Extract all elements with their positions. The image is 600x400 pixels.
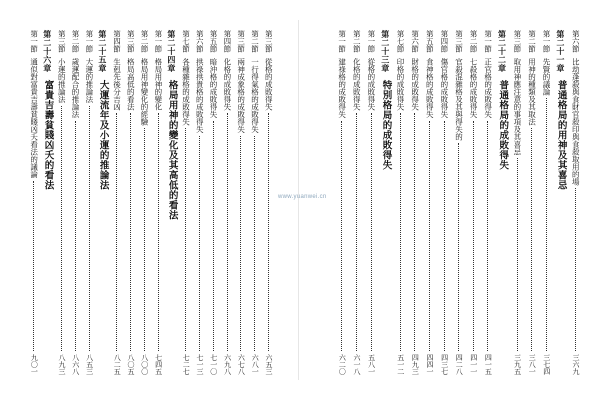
section-label: 第七節	[396, 30, 406, 53]
dot-leader	[531, 128, 532, 351]
page-number: 八〇五	[127, 354, 135, 375]
section-label: 第三節	[126, 30, 136, 53]
page-number: 七四五	[154, 354, 163, 375]
dot-leader	[517, 158, 518, 351]
section-title: 格局用神變化的經驗	[140, 57, 150, 125]
chapter-title: 大運流年及小運的推論法	[97, 79, 109, 190]
page-number: 八五三	[85, 354, 94, 375]
dot-leader	[116, 113, 117, 351]
right-section-column	[568, 30, 583, 375]
right-section-column	[393, 30, 408, 375]
right-section-column	[510, 30, 525, 375]
watermark: www.yuanwei.cn	[278, 194, 327, 200]
section-title: 傷官格的成敗得失	[439, 57, 449, 118]
section-title: 財格的成敗得失	[410, 57, 420, 110]
dot-leader	[414, 113, 415, 351]
dot-leader	[75, 121, 76, 352]
right-section-column	[451, 30, 466, 375]
section-label: 第三節	[512, 30, 522, 53]
page-number: 四四一	[426, 354, 434, 375]
right-page	[300, 0, 600, 400]
section-title: 各種雜格的成敗得失	[181, 57, 191, 125]
right-section-column	[364, 30, 379, 375]
chapter-title: 普通格局的用神及其喜忌	[555, 79, 567, 190]
left-section-column	[151, 30, 166, 375]
section-title: 兩神成象格的成敗得失	[236, 57, 246, 133]
dot-leader	[575, 188, 576, 351]
section-label: 第三節	[264, 30, 274, 53]
left-chapter-column	[40, 30, 55, 375]
left-section-column	[233, 30, 248, 375]
section-title: 化格的成敗得失	[222, 57, 232, 110]
left-section-column	[26, 30, 41, 375]
section-label: 第一節	[84, 30, 94, 53]
section-label: 第六節	[195, 30, 205, 53]
page-number: 七一〇	[209, 354, 218, 375]
section-title: 從格的成敗得失	[264, 57, 274, 110]
page-number: 四九三	[411, 354, 420, 375]
right-section-column	[349, 30, 364, 375]
page-number: 三八一	[528, 354, 537, 375]
section-title: 生剋先後分吉凶	[112, 57, 122, 110]
dot-leader	[213, 121, 214, 352]
section-title: 食神格的成敗得失	[425, 57, 435, 118]
dot-leader	[89, 106, 90, 352]
page-number: 六五三	[265, 354, 273, 375]
section-label: 第二節	[469, 30, 479, 53]
right-chapter-column	[378, 30, 393, 375]
right-section-column	[524, 30, 539, 375]
dot-leader	[240, 136, 241, 352]
left-section-column	[192, 30, 207, 375]
page-number: 七一三	[196, 354, 204, 375]
section-label: 第二節	[71, 30, 81, 53]
page-number: 六八一	[251, 354, 260, 375]
section-label: 第一節	[542, 30, 552, 53]
section-label: 第二節	[250, 30, 260, 53]
section-title: 一行得氣格的成敗得失	[250, 57, 260, 133]
right-section-column	[407, 30, 422, 375]
section-title: 歲運配合的推論法	[71, 57, 81, 118]
page-number: 三九五	[513, 354, 522, 375]
section-title: 官殺混雜格及其與得失的	[454, 57, 464, 140]
page-number: 四二八	[455, 354, 464, 375]
chapter-label: 第二十六章	[42, 30, 53, 73]
section-title: 先賢的議論	[542, 57, 552, 95]
dot-leader	[144, 128, 145, 351]
section-label: 第五節	[425, 30, 435, 53]
left-section-column	[206, 30, 221, 375]
dot-leader	[227, 113, 228, 351]
section-label: 第七節	[181, 30, 191, 53]
left-section-column	[123, 30, 138, 375]
page-number: 八二五	[113, 354, 122, 375]
section-title: 格局高低的看法	[126, 57, 136, 110]
section-label: 第四節	[439, 30, 449, 53]
chapter-label: 第二十四章	[166, 30, 177, 73]
section-label: 第六節	[410, 30, 420, 53]
section-label: 第三節	[454, 30, 464, 53]
page-number: 三七四	[542, 354, 551, 375]
chapter-title: 格局用神的變化及其高低的看法	[166, 79, 178, 220]
dot-leader	[487, 121, 488, 352]
page-number: 四三七	[440, 354, 449, 375]
section-title: 拱祿拱貴格的成敗得失	[195, 57, 205, 133]
right-section-column	[422, 30, 437, 375]
right-section-column	[466, 30, 481, 375]
right-section-column	[539, 30, 554, 375]
page-number: 六七八	[237, 354, 246, 375]
page-number: 五八一	[367, 354, 376, 375]
chapter-title: 特別格局的成敗得失	[380, 79, 392, 170]
dot-leader	[444, 121, 445, 352]
left-section-column	[109, 30, 124, 375]
dot-leader	[371, 113, 372, 351]
section-label: 第一節	[153, 30, 163, 53]
left-chapter-column	[95, 30, 110, 375]
chapter-label: 第二十二章	[497, 30, 508, 73]
section-title: 從格的成敗得失	[366, 57, 376, 110]
left-section-column	[178, 30, 193, 375]
dot-leader	[400, 113, 401, 351]
right-section-column	[480, 30, 495, 375]
section-label: 第二節	[527, 30, 537, 53]
dot-leader	[546, 98, 547, 351]
section-label: 第一節	[483, 30, 493, 53]
section-label: 第二節	[352, 30, 362, 53]
left-section-column	[137, 30, 152, 375]
left-chapter-column	[164, 30, 179, 375]
section-label: 第一節	[337, 30, 347, 53]
right-chapter-column	[553, 30, 568, 375]
section-title: 格局用神的變化	[153, 57, 163, 110]
left-section-column	[220, 30, 235, 375]
page-number: 八〇〇	[140, 354, 149, 375]
dot-leader	[61, 106, 62, 352]
section-title: 七殺格的成敗得失	[469, 57, 479, 118]
dot-leader	[429, 121, 430, 352]
section-title: 用神的種類及其取法	[527, 57, 537, 125]
dot-leader	[130, 113, 131, 351]
section-title: 印格的成敗得失	[396, 57, 406, 110]
page-number: 七二七	[182, 354, 191, 375]
dot-leader	[158, 113, 159, 351]
section-title: 正官格的成敗得失	[483, 57, 493, 118]
section-title: 比劫蓬殺與食財官殺印與食殺取用的場	[571, 57, 581, 185]
page-number: 六九八	[223, 354, 232, 375]
chapter-label: 第二十三章	[380, 30, 391, 73]
right-section-column	[437, 30, 452, 375]
right-section-column	[334, 30, 349, 375]
chapter-label: 第二十五章	[97, 30, 108, 73]
left-section-column	[261, 30, 276, 375]
dot-leader	[185, 128, 186, 351]
dot-leader	[254, 136, 255, 352]
section-label: 第六節	[571, 30, 581, 53]
section-title: 建祿格的成敗得失	[337, 57, 347, 118]
dot-leader	[341, 121, 342, 352]
page-number: 六二〇	[338, 354, 347, 375]
section-title: 取用神應注意的事項及其喜忌	[512, 57, 522, 155]
page-number: 四一五	[484, 354, 493, 375]
section-title: 小運的推論法	[57, 57, 67, 103]
dot-leader	[356, 113, 357, 351]
dot-leader	[473, 121, 474, 352]
page-gutter	[298, 20, 299, 380]
left-section-column	[68, 30, 83, 375]
section-label: 第四節	[222, 30, 232, 53]
dot-leader	[199, 136, 200, 352]
page-number: 八九三	[58, 354, 66, 375]
section-title: 大運的推論法	[84, 57, 94, 103]
page-number: 八六八	[71, 354, 80, 375]
section-title: 通似對富貴吉壽貧賤凶夭看法的議論	[29, 57, 39, 178]
section-label: 第一節	[29, 30, 39, 53]
section-title: 化格的成敗得失	[352, 57, 362, 110]
left-section-column	[82, 30, 97, 375]
chapter-title: 普通格局的成敗得失	[497, 79, 509, 170]
page-number: 五一二	[396, 354, 405, 375]
section-title: 暗沖格的成敗得失	[209, 57, 219, 118]
chapter-title: 富貴吉壽貧賤凶夭的看法	[42, 79, 54, 190]
section-label: 第二節	[140, 30, 150, 53]
section-label: 第四節	[112, 30, 122, 53]
left-section-column	[247, 30, 262, 375]
page-number: 九〇一	[30, 354, 39, 375]
dot-leader	[458, 143, 459, 351]
section-label: 第三節	[57, 30, 67, 53]
left-section-column	[54, 30, 69, 375]
page-number: 四一一	[469, 354, 478, 375]
dot-leader	[33, 181, 34, 352]
chapter-label: 第二十一章	[555, 30, 566, 73]
dot-leader	[268, 113, 269, 351]
page-number: 六一八	[353, 354, 361, 375]
section-label: 第五節	[209, 30, 219, 53]
page-number: 三六九	[572, 354, 580, 375]
section-label: 第三節	[236, 30, 246, 53]
section-label: 第一節	[366, 30, 376, 53]
right-chapter-column	[495, 30, 510, 375]
